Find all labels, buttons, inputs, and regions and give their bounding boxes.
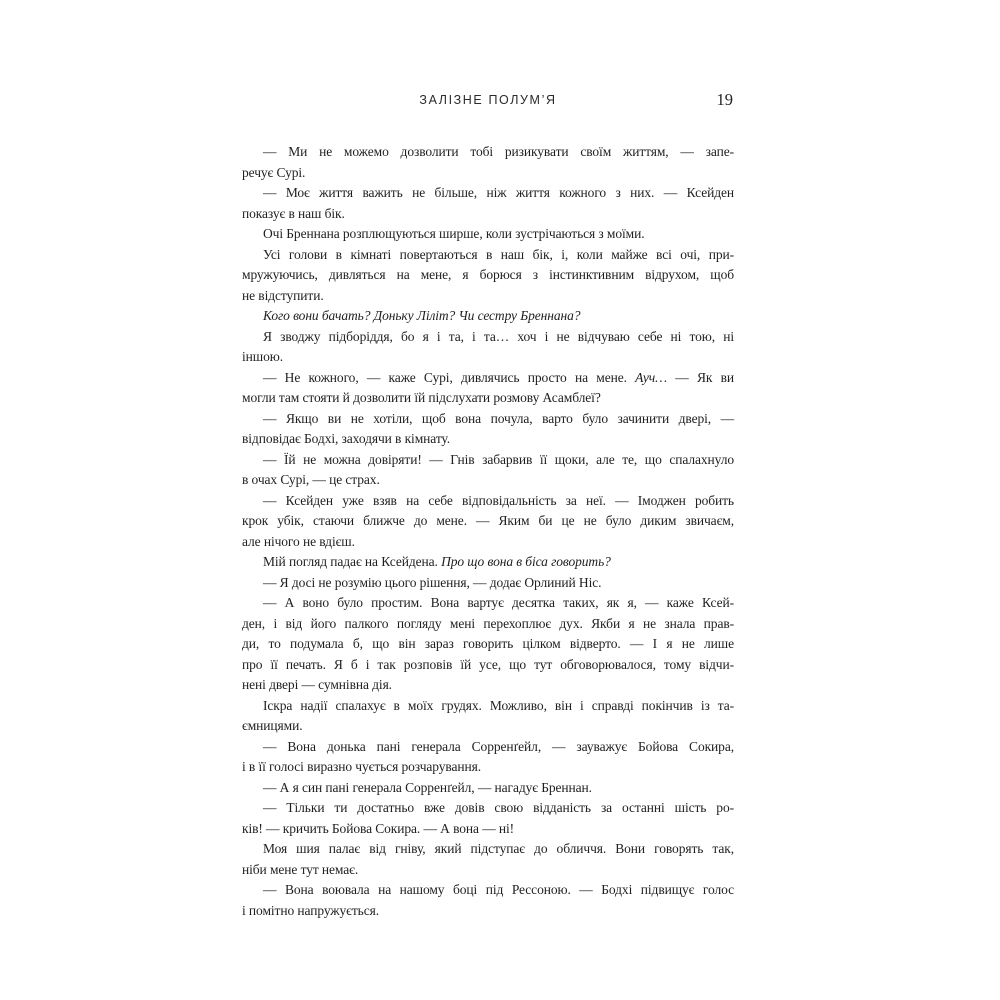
text-segment: — Тільки ти достатньо вже довів свою відданість за останні шість ро-	[263, 800, 734, 815]
paragraph	[242, 409, 734, 450]
text-line	[242, 491, 734, 512]
text-line	[242, 265, 734, 286]
italic-text-segment: Ауч…	[635, 369, 667, 385]
text-line	[242, 634, 734, 655]
text-line	[242, 388, 734, 409]
text-line	[242, 429, 734, 450]
text-line	[242, 880, 734, 901]
text-line	[242, 593, 734, 614]
text-segment: нені двері — сумнівна дія.	[242, 677, 392, 692]
text-line	[242, 183, 734, 204]
paragraph	[242, 552, 734, 573]
text-segment: ди, то подумала б, що він зараз говорить цілком відверто. — І я не лише	[242, 636, 734, 651]
paragraph	[242, 491, 734, 553]
text-line	[242, 901, 734, 922]
paragraph	[242, 696, 734, 737]
text-line	[242, 655, 734, 676]
text-line	[242, 573, 734, 594]
text-line	[242, 737, 734, 758]
text-line	[242, 409, 734, 430]
paragraph	[242, 368, 734, 409]
text-line	[242, 163, 734, 184]
text-segment: — Вона донька пані генерала Сорренґейл, — зауважує Бойова Сокира,	[263, 738, 734, 754]
paragraph	[242, 450, 734, 491]
text-segment: — Моє життя важить не більше, ніж життя кожного з них. — Ксейден	[263, 185, 734, 200]
text-line	[242, 347, 734, 368]
text-segment: відповідає Бодхі, заходячи в кімнату.	[242, 431, 451, 446]
text-line	[242, 224, 734, 245]
paragraph	[242, 327, 734, 368]
italic-text-segment: Про що вона в біса говорить?	[441, 554, 611, 569]
text-segment: Усі голови в кімнаті повертаються в наш бік, і, коли майже всі очі, при-	[263, 246, 734, 262]
text-segment: — Ми не можемо дозволити тобі ризикувати своїм життям, — запе-	[263, 144, 734, 159]
paragraph	[242, 798, 734, 839]
text-segment: Я зводжу підборіддя, бо я і та, і та… хоч і не відчуваю себе ні тою, ні	[263, 328, 734, 344]
paragraph	[242, 224, 734, 245]
text-segment: не відступити.	[242, 287, 324, 303]
text-segment: ніби мене тут немає.	[242, 861, 359, 877]
text-line	[242, 552, 734, 573]
text-segment: — Як ви	[667, 369, 734, 385]
text-segment: — Ксейден уже взяв на себе відповідальність за неї. — Імоджен робить	[263, 492, 734, 508]
text-line	[242, 778, 734, 799]
text-segment: Іскра надії спалахує в моїх грудях. Можливо, він і справді покінчив із та-	[263, 697, 734, 713]
text-block	[242, 0, 734, 1000]
paragraph	[242, 245, 734, 307]
running-title: ЗАЛІЗНЕ ПОЛУМ’Я	[419, 93, 557, 107]
text-segment: ємницями.	[242, 718, 303, 733]
text-segment: — Вона воювала на нашому боці під Рессоною. — Бодхі підвищує голос	[263, 882, 734, 897]
text-line	[242, 450, 734, 471]
text-line	[242, 716, 734, 737]
paragraph	[242, 306, 734, 327]
paragraph	[242, 573, 734, 594]
text-segment: і в її голосі виразно чується розчарування.	[242, 759, 482, 774]
text-segment: — А я син пані генерала Сорренґейл, — нагадує Бреннан.	[263, 779, 592, 795]
paragraph	[242, 183, 734, 224]
text-line	[242, 511, 734, 532]
text-segment: ден, і від його палкого погляду мені перехоплює дух. Якби я не знала прав-	[242, 615, 734, 631]
page-header	[242, 90, 734, 111]
text-line	[242, 798, 734, 819]
text-segment: ків! — кричить Бойова Сокира. — А вона — ні!	[242, 820, 515, 836]
text-line	[242, 286, 734, 307]
text-segment: в очах Сурі, — це страх.	[242, 472, 380, 487]
text-line	[242, 245, 734, 266]
text-segment: про її печать. Я б і так розповів їй усе, що тут обговорювалося, тому відчи-	[242, 656, 734, 672]
text-line	[242, 532, 734, 553]
paragraph	[242, 839, 734, 880]
text-segment: могли там стояти й дозволити їй підслухати розмову Асамблеї?	[242, 390, 601, 405]
text-segment: показує в наш бік.	[242, 205, 345, 221]
text-line	[242, 204, 734, 225]
text-segment: Моя шия палає від гніву, який підступає до обличчя. Вони говорять так,	[263, 841, 734, 856]
paragraph	[242, 737, 734, 778]
paragraph	[242, 880, 734, 921]
text-segment: — Якщо ви не хотіли, щоб вона почула, варто було зачинити двері, —	[263, 410, 734, 426]
text-line	[242, 839, 734, 860]
text-segment: крок убік, стаючи ближче до мене. — Яким би це не було диким звичаєм,	[242, 513, 734, 528]
text-segment: — Їй не можна довіряти! — Гнів забарвив її щоки, але те, що спалахнуло	[263, 451, 734, 467]
text-segment: і помітно напружується.	[242, 902, 379, 918]
text-line	[242, 368, 734, 389]
text-segment: — Я досі не розумію цього рішення, — додає Орлиний Ніс.	[263, 574, 602, 590]
text-line	[242, 306, 734, 327]
paragraph	[242, 778, 734, 799]
text-line	[242, 327, 734, 348]
text-line	[242, 696, 734, 717]
text-line	[242, 142, 734, 163]
text-segment: речує Сурі.	[242, 164, 306, 180]
paragraph	[242, 142, 734, 183]
text-line	[242, 860, 734, 881]
italic-text-segment: Кого вони бачать? Доньку Ліліт? Чи сестру Бреннана?	[263, 308, 581, 323]
text-line	[242, 819, 734, 840]
text-segment: Очі Бреннана розплющуються ширше, коли зустрічаються з моїми.	[263, 226, 645, 241]
text-segment: іншою.	[242, 349, 283, 364]
text-line	[242, 470, 734, 491]
text-segment: мружуючись, дивляться на мене, я борюся з інстинктивним відрухом, щоб	[242, 267, 734, 282]
text-line	[242, 675, 734, 696]
page-number: 19	[716, 90, 733, 109]
text-segment: Мій погляд падає на Ксейдена.	[263, 554, 442, 569]
text-segment: — Не кожного, — каже Сурі, дивлячись просто на мене.	[263, 369, 636, 385]
text-line	[242, 614, 734, 635]
text-segment: — А воно було простим. Вона вартує десятка таких, як я, — каже Ксей-	[263, 595, 734, 610]
text-line	[242, 757, 734, 778]
paragraph	[242, 593, 734, 696]
page-body	[242, 142, 734, 921]
text-segment: але нічого не вдієш.	[242, 533, 355, 549]
